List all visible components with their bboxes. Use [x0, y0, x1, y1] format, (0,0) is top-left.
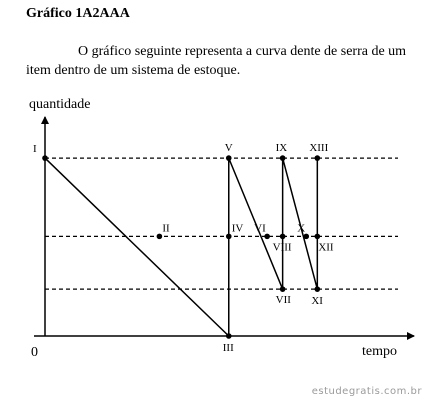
point-label-x: X	[297, 222, 306, 235]
point-i	[42, 155, 48, 161]
point-xiii	[315, 155, 321, 161]
point-labels	[33, 142, 334, 354]
point-vii	[280, 286, 286, 292]
point-viii	[280, 234, 286, 240]
point-iii	[226, 333, 232, 339]
point-label-xiii: XIII	[309, 142, 329, 155]
point-xii	[315, 234, 321, 240]
point-ii	[157, 234, 163, 240]
point-label-iii: III	[222, 342, 234, 354]
point-label-ii: II	[162, 222, 170, 235]
point-v	[226, 155, 232, 161]
point-label-ix: IX	[275, 142, 288, 155]
description-text: O gráfico seguinte representa a curva dente de serra de um item dentro de um sistema de estoque.	[26, 44, 407, 78]
point-xi	[315, 286, 321, 292]
point-iv	[226, 234, 232, 240]
point-label-vi: VI	[254, 222, 266, 235]
point-label-v: V	[224, 142, 233, 155]
origin-label: 0	[31, 345, 38, 360]
x-axis-label: tempo	[362, 344, 397, 359]
point-vi	[264, 234, 270, 240]
point-label-iv: IV	[231, 222, 244, 235]
point-ix	[280, 155, 286, 161]
watermark: estudegratis.com.br	[311, 386, 422, 397]
point-label-vii: VII	[275, 294, 291, 307]
point-label-viii: VIII	[272, 241, 292, 254]
y-axis-label: quantidade	[29, 97, 91, 112]
dashed-level-lines	[45, 158, 398, 289]
point-x	[303, 234, 309, 240]
point-label-xi: XI	[311, 295, 323, 308]
page-title: Gráfico 1A2AAA	[26, 6, 130, 21]
point-label-i: I	[33, 143, 37, 156]
point-label-xii: XII	[318, 241, 334, 254]
